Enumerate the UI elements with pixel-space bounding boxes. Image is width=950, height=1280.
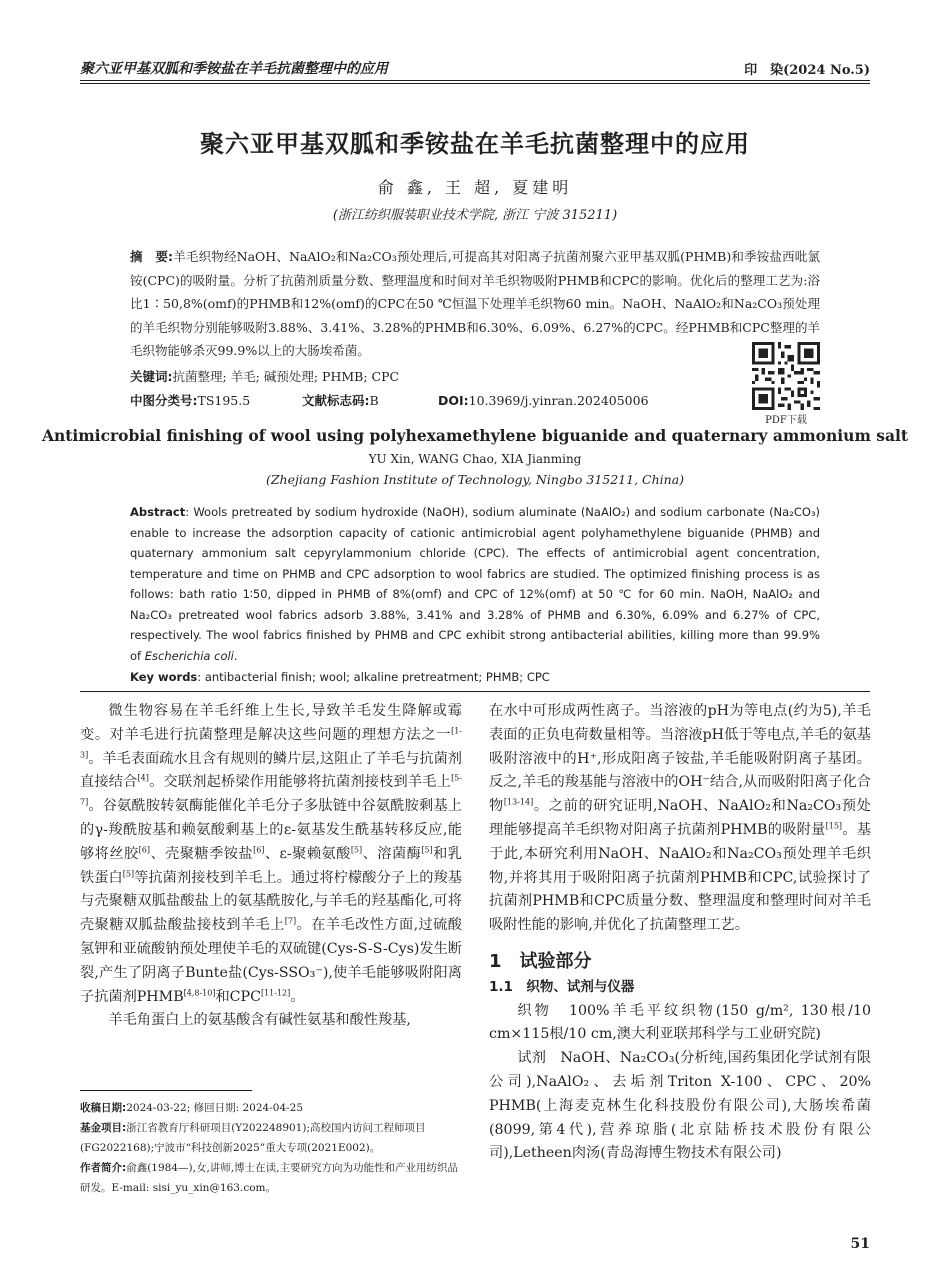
footnote-dates: 收稿日期:2024-03-22; 修回日期: 2024-04-25: [80, 1102, 304, 1114]
affiliation-en: (Zhejiang Fashion Institute of Technology, Ningbo 315211, China): [265, 472, 685, 487]
citation[interactable]: [5-7]: [80, 773, 462, 807]
materials-reagents: 试剂 NaOH、Na₂CO₃(分析纯,国药集团化学试剂有限公司),NaAlO₂、去垢剂Triton X-100、CPC、20% PHMB(上海麦克林生化科技股份有限公司),大肠埃希菌(8099,第4代),营养琼脂(北京陆桥技术股份有限公司),Letheen肉汤(青岛海博生物技术有限公司): [489, 1050, 871, 1162]
footnotes: [80, 1098, 462, 1198]
doc-code-label: 文献标志码:: [302, 393, 370, 408]
citation[interactable]: [4,8-10]: [183, 987, 216, 997]
section-heading: 1 试验部分: [489, 950, 592, 972]
qr-code-icon[interactable]: [752, 342, 820, 410]
body-column-right: [489, 700, 871, 1166]
article-title-en: Antimicrobial finishing of wool using polyhexamethylene biguanide and quaternary ammonium salt: [41, 426, 909, 445]
doi-label: DOI:: [438, 393, 469, 408]
citation[interactable]: [15]: [825, 821, 843, 831]
abstract-cn: [130, 245, 820, 363]
clc-label: 中图分类号:: [130, 393, 198, 408]
abstract-en-label: Abstract: [130, 505, 186, 519]
intro-paragraph-1: 微生物容易在羊毛纤维上生长,导致羊毛发生降解或霉变。对羊毛进行抗菌整理是解决这些问题的理想方法之一[1-3]。羊毛表面疏水且含有规则的鳞片层,这阻止了羊毛与抗菌剂直接结合[4]。交联剂起桥梁作用能够将抗菌剂接枝到羊毛上[5-7]。谷氨酰胺转氨酶能催化羊毛分子多肽链中谷氨酰胺剩基上的γ-羧酰胺基和赖氨酸剩基上的ε-氨基发生酰基转移反应,能够将丝胶[6]、壳聚糖季铵盐[6]、ε-聚赖氨酸[5]、溶菌酶[5]和乳铁蛋白[5]等抗菌剂接枝到羊毛上。通过将柠檬酸分子上的羧基与壳聚糖双胍盐酸盐上的氨基酰胺化,与羊毛的羟基酯化,可将壳聚糖双胍盐酸盐接枝到羊毛上[7]。在羊毛改性方面,过硫酸氢钾和亚硫酸钠预处理使羊毛的双硫键(Cys-S-S-Cys)发生断裂,产生了阴离子Bunte盐(Cys-SSO₃⁻),使羊毛能够吸附阳离子抗菌剂PHMB[4,8-10]和CPC[11-12]。: [80, 703, 462, 1005]
citation[interactable]: [6]: [138, 845, 150, 855]
classification-row: [130, 391, 690, 409]
footnote-rule: [80, 1090, 252, 1091]
citation[interactable]: [5]: [350, 845, 363, 855]
citation[interactable]: [6]: [253, 845, 265, 855]
header-rule-thin: [80, 83, 870, 84]
citation[interactable]: [7]: [284, 916, 297, 926]
abstract-en: [130, 502, 820, 666]
running-header: [80, 58, 870, 82]
citation[interactable]: [11-12]: [260, 987, 291, 997]
keywords-en: [130, 670, 550, 684]
intro-paragraph-2: 羊毛角蛋白上的氨基酸含有碱性氨基和酸性羧基,: [108, 1012, 411, 1029]
footnote-funding: 基金项目:浙江省教育厅科研项目(Y202248901);高校国内访问工程师项目(FG2022168);宁波市“科技创新2025”重大专项(2021E002)。: [80, 1122, 426, 1154]
subsection-heading: 1.1 织物、试剂与仪器: [489, 978, 635, 995]
citation[interactable]: [4]: [137, 773, 149, 783]
footnote-author: 作者简介:俞鑫(1984—),女,讲师,博士在读,主要研究方向为功能性和产业用纺织品研发。E-mail: sisi_yu_xin@163.com。: [80, 1162, 458, 1194]
journal-issue: 印 染(2024 No.5): [744, 63, 870, 78]
affiliation-cn: (浙江纺织服装职业技术学院, 浙江 宁波 315211): [332, 208, 618, 223]
keywords-en-label: Key words: [130, 670, 198, 684]
header-rule: [80, 80, 870, 81]
species-name: Escherichia coli: [144, 648, 234, 663]
doi-value[interactable]: 10.3969/j.yinran.202405006: [468, 393, 649, 408]
abstract-cn-label: 摘 要:: [130, 249, 174, 264]
materials-fabric: 织物 100%羊毛平纹织物(150 g/m², 130根/10 cm×115根/10 cm,澳大利亚联邦科学与工业研究院): [489, 1002, 871, 1043]
citation[interactable]: [13-14]: [503, 797, 534, 807]
abstract-en-text: : Wools pretreated by sodium hydroxide (NaOH), sodium aluminate (NaAlO₂) and sodium carbonate (Na₂CO₃) enable to increase the adsorption capacity of cationic antimicrobial agent polyhamethylene biguanide (PHMB) and quaternary ammonium salt cepyrylammonium chloride (CPC). The effects of antimicrobial agent concentration, temperature and time on PHMB and CPC adsorption to wool fabrics are studied. The optimized finishing process is as follows: bath ratio 1∶50, dipped in PHMB of 8%(omf) and CPC of 12%(omf) at 50 ℃ for 60 min. NaOH, NaAlO₂ and Na₂CO₃ pretreated wool fabrics adsorb 3.88%, 3.41% and 3.28% of PHMB and 6.30%, 6.09% and 6.27% of CPC, respectively. The wool fabrics finished by PHMB and CPC exhibit strong antibacterial abilities, killing more than 99.9% of: [130, 505, 820, 663]
article-title-cn: 聚六亚甲基双胍和季铵盐在羊毛抗菌整理中的应用: [200, 130, 750, 158]
authors-en: YU Xin, WANG Chao, XIA Jianming: [368, 452, 582, 466]
body-column-left: [80, 700, 462, 1033]
pdf-download-label[interactable]: PDF下载: [765, 415, 807, 426]
keywords-cn-label: 关键词:: [130, 369, 173, 384]
abstract-en-end: .: [233, 648, 238, 663]
keywords-en-text: : antibacterial finish; wool; alkaline pretreatment; PHMB; CPC: [197, 670, 550, 684]
citation[interactable]: [5]: [122, 868, 135, 878]
keywords-cn-text: 抗菌整理; 羊毛; 碱预处理; PHMB; CPC: [172, 369, 400, 384]
authors-cn: 俞 鑫, 王 超, 夏建明: [377, 178, 573, 197]
abstract-cn-text: 羊毛织物经NaOH、NaAlO₂和Na₂CO₃预处理后,可提高其对阳离子抗菌剂聚六亚甲基双胍(PHMB)和季铵盐西吡氯铵(CPC)的吸附量。分析了抗菌剂质量分数、整理温度和时间对羊毛织物吸附PHMB和CPC的影响。优化后的整理工艺为:浴比1∶50,8%(omf)的PHMB和12%(omf)的CPC在50 ℃恒温下处理羊毛织物60 min。NaOH、NaAlO₂和Na₂CO₃预处理的羊毛织物分别能够吸附3.88%、3.41%、3.28%的PHMB和6.30%、6.09%、6.27%的CPC。经PHMB和CPC整理的羊毛织物能够杀灭99.9%以上的大肠埃希菌。: [130, 249, 820, 358]
keywords-cn: [130, 367, 399, 385]
doc-code-value: B: [369, 393, 379, 408]
page-number: 51: [850, 1236, 870, 1252]
citation[interactable]: [5]: [421, 845, 433, 855]
running-title: 聚六亚甲基双胍和季铵盐在羊毛抗菌整理中的应用: [80, 61, 388, 77]
citation[interactable]: [1-3]: [80, 726, 462, 759]
section-divider: [80, 691, 870, 692]
intro-paragraph-2-cont: 在水中可形成两性离子。当溶液的pH为等电点(约为5),羊毛表面的正负电荷数量相等。当溶液pH低于等电点,羊毛的氨基吸附溶液中的H⁺,形成阳离子铵盐,羊毛能吸附阴离子基团。反之,羊毛的羧基能与溶液中的OH⁻结合,从而吸附阳离子化合物[13-14]。之前的研究证明,NaOH、NaAlO₂和Na₂CO₃预处理能够提高羊毛织物对阳离子抗菌剂PHMB的吸附量[15]。基于此,本研究利用NaOH、NaAlO₂和Na₂CO₃预处理羊毛织物,并将其用于吸附阳离子抗菌剂PHMB和CPC,试验探讨了抗菌剂PHMB和CPC质量分数、整理温度和整理时间对羊毛吸附性能的影响,并优化了抗菌整理工艺。: [489, 703, 871, 934]
clc-value: TS195.5: [197, 393, 251, 408]
